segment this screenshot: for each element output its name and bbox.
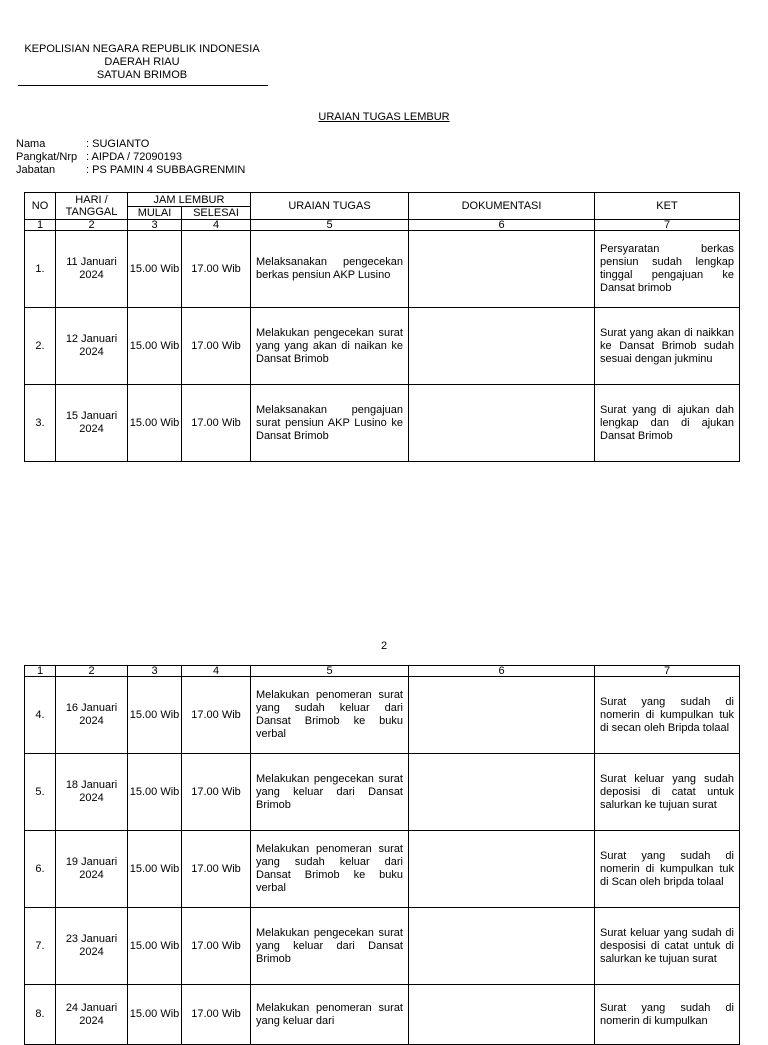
row-end-time: 17.00 Wib: [182, 231, 251, 308]
row-start-time: 15.00 Wib: [128, 308, 182, 385]
table-row: [25, 831, 740, 908]
row-remarks: Persyaratan berkas pensiun sudah lengkap tinggal pengajuan ke Dansat brimob: [595, 231, 740, 308]
row-documentation: [409, 231, 595, 308]
header-hari-tanggal: HARI / TANGGAL: [56, 193, 128, 220]
table-row: [25, 231, 740, 308]
row-start-time: 15.00 Wib: [128, 231, 182, 308]
row-task-description: Melakukan penomeran surat yang sudah keluar dari Dansat Brimob ke buku verbal: [251, 831, 409, 908]
table-row: [25, 908, 740, 985]
row-task-description: Melaksanakan pengecekan berkas pensiun AKP Lusino: [251, 231, 409, 308]
header-uraian-tugas: URAIAN TUGAS: [251, 193, 409, 220]
header-line-3: SATUAN BRIMOB: [96, 69, 188, 81]
column-number: 7: [595, 666, 740, 677]
row-end-time: 17.00 Wib: [182, 831, 251, 908]
document-title: URAIAN TUGAS LEMBUR: [318, 111, 450, 123]
table-row: [25, 308, 740, 385]
row-remarks: Surat yang di ajukan dah lengkap dan di ajukan Dansat Brimob: [595, 385, 740, 462]
header-dokumentasi: DOKUMENTASI: [409, 193, 595, 220]
row-remarks: Surat yang akan di naikkan ke Dansat Brimob sudah sesuai dengan jukminu: [595, 308, 740, 385]
row-end-time: 17.00 Wib: [182, 908, 251, 985]
column-number: 2: [56, 666, 128, 677]
row-remarks: Surat keluar yang sudah deposisi di catat untuk salurkan ke tujuan surat: [595, 754, 740, 831]
row-documentation: [409, 985, 595, 1045]
header-line-2: DAERAH RIAU: [104, 56, 180, 68]
row-date: 19 Januari 2024: [56, 831, 128, 908]
row-start-time: 15.00 Wib: [128, 908, 182, 985]
identity-row-pangkat: [16, 151, 245, 164]
column-number: 1: [25, 666, 56, 677]
row-task-description: Melakukan penomeran surat yang sudah keluar dari Dansat Brimob ke buku verbal: [251, 677, 409, 754]
table-row: [25, 985, 740, 1045]
row-number: 2.: [25, 308, 56, 385]
row-start-time: 15.00 Wib: [128, 677, 182, 754]
row-number: 3.: [25, 385, 56, 462]
row-end-time: 17.00 Wib: [182, 754, 251, 831]
column-number: 5: [251, 666, 409, 677]
row-start-time: 15.00 Wib: [128, 385, 182, 462]
row-number: 7.: [25, 908, 56, 985]
row-documentation: [409, 677, 595, 754]
row-date: 18 Januari 2024: [56, 754, 128, 831]
row-documentation: [409, 754, 595, 831]
row-remarks: Surat keluar yang sudah di desposisi di catat untuk di salurkan ke tujuan surat: [595, 908, 740, 985]
column-number: 2: [56, 220, 128, 231]
row-end-time: 17.00 Wib: [182, 308, 251, 385]
column-number-row: [25, 666, 740, 677]
nama-value: : SUGIANTO: [86, 138, 150, 150]
row-start-time: 15.00 Wib: [128, 754, 182, 831]
identity-block: [16, 138, 245, 177]
row-number: 8.: [25, 985, 56, 1045]
column-number: 7: [595, 220, 740, 231]
row-number: 4.: [25, 677, 56, 754]
institution-header: [16, 43, 268, 82]
row-task-description: Melakukan pengecekan surat yang keluar dari Dansat Brimob: [251, 908, 409, 985]
column-number-row: [25, 220, 740, 231]
row-number: 1.: [25, 231, 56, 308]
row-date: 15 Januari 2024: [56, 385, 128, 462]
row-remarks: Surat yang sudah di nomerin di kumpulkan tuk di secan oleh Bripda tolaal: [595, 677, 740, 754]
header-jam-lembur: JAM LEMBUR: [128, 193, 251, 207]
row-documentation: [409, 908, 595, 985]
identity-row-nama: [16, 138, 245, 151]
row-task-description: Melakukan penomeran surat yang keluar dari: [251, 985, 409, 1045]
row-end-time: 17.00 Wib: [182, 985, 251, 1045]
row-number: 6.: [25, 831, 56, 908]
jabatan-label: Jabatan: [16, 164, 56, 176]
page-number: 2: [380, 640, 388, 652]
table-row: [25, 677, 740, 754]
row-remarks: Surat yang sudah di nomerin di kumpulkan tuk di Scan oleh bripda tolaal: [595, 831, 740, 908]
row-end-time: 17.00 Wib: [182, 385, 251, 462]
header-mulai: MULAI: [128, 207, 182, 220]
column-number: 4: [182, 220, 251, 231]
row-documentation: [409, 831, 595, 908]
nama-label: Nama: [16, 138, 46, 150]
row-documentation: [409, 385, 595, 462]
row-date: 23 Januari 2024: [56, 908, 128, 985]
row-number: 5.: [25, 754, 56, 831]
row-date: 12 Januari 2024: [56, 308, 128, 385]
header-no: NO: [25, 193, 56, 220]
row-documentation: [409, 308, 595, 385]
header-ket: KET: [595, 193, 740, 220]
column-number: 4: [182, 666, 251, 677]
row-end-time: 17.00 Wib: [182, 677, 251, 754]
pangkat-value: : AIPDA / 72090193: [86, 151, 183, 163]
header-selesai: SELESAI: [182, 207, 251, 220]
table-row: [25, 754, 740, 831]
identity-row-jabatan: [16, 164, 245, 177]
pangkat-label: Pangkat/Nrp: [16, 151, 78, 163]
row-remarks: Surat yang sudah di nomerin di kumpulkan: [595, 985, 740, 1045]
table-row: [25, 385, 740, 462]
row-start-time: 15.00 Wib: [128, 831, 182, 908]
column-number: 6: [409, 666, 595, 677]
column-number: 1: [25, 220, 56, 231]
row-task-description: Melakukan pengecekan surat yang yang akan di naikan ke Dansat Brimob: [251, 308, 409, 385]
header-underline: [18, 85, 268, 86]
row-task-description: Melaksanakan pengajuan surat pensiun AKP Lusino ke Dansat Brimob: [251, 385, 409, 462]
overtime-table-page-2: [24, 665, 740, 1045]
header-line-1: KEPOLISIAN NEGARA REPUBLIK INDONESIA: [24, 43, 260, 55]
column-number: 3: [128, 220, 182, 231]
jabatan-value: : PS PAMIN 4 SUBBAGRENMIN: [86, 164, 246, 176]
row-task-description: Melakukan pengecekan surat yang keluar dari Dansat Brimob: [251, 754, 409, 831]
column-number: 3: [128, 666, 182, 677]
overtime-table-page-1: [24, 192, 740, 462]
column-number: 5: [251, 220, 409, 231]
column-number: 6: [409, 220, 595, 231]
row-start-time: 15.00 Wib: [128, 985, 182, 1045]
row-date: 16 Januari 2024: [56, 677, 128, 754]
row-date: 24 Januari 2024: [56, 985, 128, 1045]
row-date: 11 Januari 2024: [56, 231, 128, 308]
